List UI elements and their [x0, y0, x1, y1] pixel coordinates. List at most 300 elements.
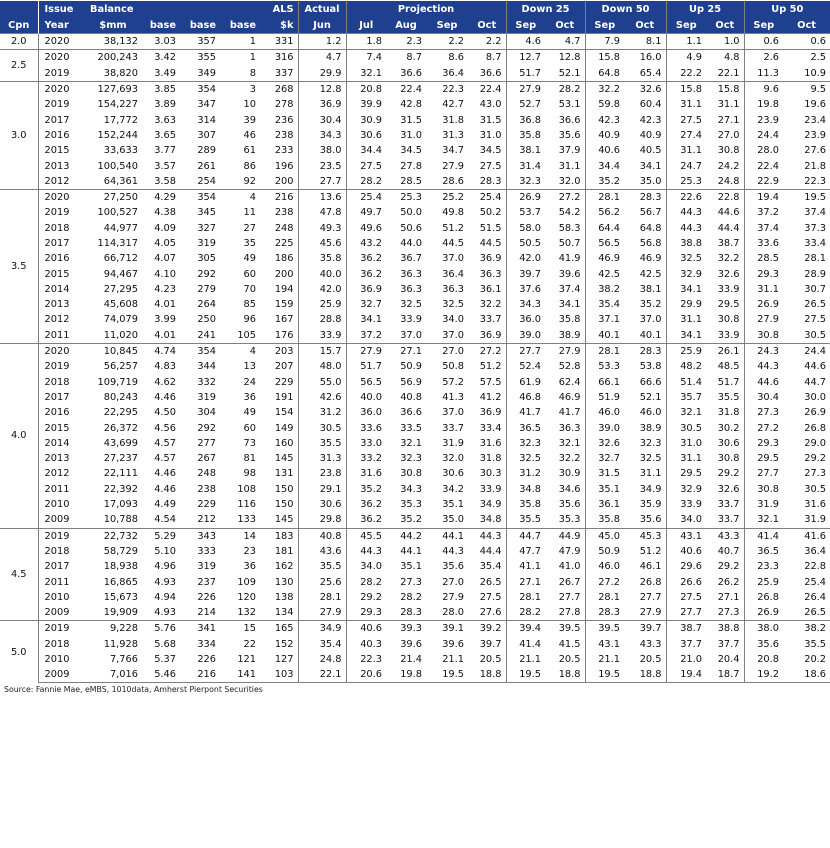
table-cell: 37.0 [400, 329, 423, 341]
table-cell: 30.5 [804, 483, 827, 495]
table-cell: 29.6 [666, 559, 706, 574]
table-cell: 41.3 [442, 391, 465, 403]
table-cell: 20.2 [804, 654, 827, 666]
table-cell: 27.7 [298, 174, 346, 190]
table-cell: 49.6 [346, 221, 386, 236]
table-cell: 27.5 [666, 590, 706, 605]
table-cell: 4.46 [154, 468, 177, 480]
table-cell: 94,467 [103, 268, 138, 280]
table-cell: 15,673 [103, 591, 138, 603]
table-cell: 32.7 [585, 451, 624, 466]
table-cell: 30.9 [558, 468, 581, 480]
table-cell: 35.6 [558, 129, 581, 141]
table-cell: 105 [237, 329, 257, 341]
table-cell: 53.3 [585, 359, 624, 374]
table-cell: 307 [197, 129, 217, 141]
table-cell: 26.1 [706, 343, 744, 359]
table-cell: 33.9 [717, 283, 740, 295]
table-cell: 30.8 [744, 482, 783, 497]
table-cell: 160 [274, 437, 294, 449]
table-cell: 64.8 [639, 222, 662, 234]
table-cell: 238 [197, 483, 217, 495]
table-cell: 21.4 [400, 654, 423, 666]
table-cell: 40.8 [298, 528, 346, 544]
issue-year-cell: 2016 [44, 253, 70, 265]
table-cell: 39 [243, 114, 257, 126]
table-cell: 26,372 [103, 422, 138, 434]
table-cell: 27.3 [804, 468, 827, 480]
table-cell: 22.3 [804, 175, 827, 187]
column-header: Oct [783, 17, 830, 34]
table-cell: 35.5 [506, 512, 545, 528]
table-cell: 24.7 [666, 158, 706, 173]
table-cell: 38.9 [558, 329, 581, 341]
table-cell: 41.5 [558, 638, 581, 650]
table-cell: 8.6 [426, 50, 468, 66]
table-cell: 46.0 [585, 559, 624, 574]
table-cell: 26.9 [744, 297, 783, 312]
table-cell: 19.6 [804, 99, 827, 111]
table-cell: 27.7 [639, 591, 662, 603]
table-cell: 51.2 [639, 545, 662, 557]
table-cell: 35.0 [442, 514, 465, 526]
table-cell: 3.63 [154, 114, 177, 126]
table-cell: 44.3 [468, 528, 506, 544]
table-cell: 60.4 [639, 99, 662, 111]
table-cell: 26.8 [744, 590, 783, 605]
table-cell: 4.6 [506, 34, 545, 50]
table-cell: 254 [197, 175, 217, 187]
table-row [0, 158, 830, 173]
table-cell: 50.7 [558, 238, 581, 249]
table-cell: 28.0 [442, 607, 465, 619]
table-cell: 46.8 [506, 390, 545, 405]
issue-year-cell: 2011 [44, 576, 70, 588]
table-cell: 50.6 [400, 222, 423, 234]
table-cell: 50.2 [479, 207, 502, 219]
table-cell: 214 [197, 607, 217, 619]
table-cell: 42.6 [298, 390, 346, 405]
issue-year-cell: 2019 [44, 67, 70, 79]
table-cell: 42.7 [442, 99, 465, 111]
table-cell: 44.4 [479, 545, 502, 557]
table-cell: 35.6 [442, 561, 465, 573]
table-cell: 4.10 [154, 268, 177, 280]
table-row [0, 343, 830, 359]
table-cell: 27.2 [585, 574, 624, 589]
table-cell: 31.1 [717, 99, 740, 111]
table-cell: 64,361 [103, 175, 138, 187]
column-header: Jun [298, 17, 346, 34]
table-cell: 37.0 [639, 314, 662, 326]
table-cell: 32.0 [558, 175, 581, 187]
issue-year-cell: 2009 [38, 667, 84, 683]
table-cell: 167 [274, 314, 294, 326]
table-cell: 108 [237, 483, 257, 495]
table-cell: 4.74 [142, 343, 180, 359]
table-cell: 250 [197, 314, 217, 326]
table-cell: 44.7 [506, 528, 545, 544]
table-cell: 40.5 [639, 145, 662, 157]
table-cell: 56,257 [103, 361, 138, 373]
table-cell: 114,317 [97, 238, 138, 249]
table-cell: 45.6 [298, 236, 346, 251]
table-cell: 34.0 [666, 512, 706, 528]
table-cell: 28.1 [298, 590, 346, 605]
table-cell: 27.9 [639, 607, 662, 619]
table-cell: 27.5 [479, 591, 502, 603]
table-cell: 44.7 [804, 376, 827, 388]
table-cell: 25.3 [666, 174, 706, 190]
table-cell: 33.9 [666, 497, 706, 512]
table-cell: 26.4 [804, 591, 827, 603]
table-cell: 15.8 [585, 50, 624, 66]
table-row [0, 667, 830, 683]
table-cell: 35.1 [442, 499, 465, 511]
table-cell: 40.6 [346, 621, 386, 637]
table-cell: 41.0 [558, 561, 581, 573]
table-cell: 3.65 [154, 129, 177, 141]
table-cell: 30.8 [717, 453, 740, 465]
issue-year-cell: 2010 [44, 654, 70, 666]
table-cell: 100,527 [97, 207, 138, 219]
table-cell: 4.8 [706, 50, 744, 66]
table-cell: 39.9 [346, 97, 386, 112]
table-cell: 64.8 [585, 66, 624, 82]
issue-year-cell: 2018 [44, 545, 70, 557]
table-cell: 23.3 [744, 559, 783, 574]
table-cell: 32.6 [717, 483, 740, 495]
table-row [0, 66, 830, 82]
table-cell: 56.9 [400, 376, 423, 388]
table-row [0, 420, 830, 435]
table-cell: 35.4 [298, 637, 346, 652]
table-cell: 32.0 [442, 453, 465, 465]
table-cell: 21.0 [666, 652, 706, 667]
header-actual: Actual [298, 1, 346, 17]
table-cell: 35.2 [346, 482, 386, 497]
table-cell: 43,699 [103, 437, 138, 449]
table-cell: 2.2 [426, 34, 468, 50]
table-cell: 30.8 [400, 468, 423, 480]
table-cell: 35.3 [558, 514, 581, 526]
table-cell: 22.1 [717, 67, 740, 79]
table-cell: 26.5 [804, 299, 827, 311]
table-cell: 29.5 [717, 299, 740, 311]
table-cell: 11.3 [744, 66, 783, 82]
table-cell: 216 [260, 189, 298, 205]
table-cell: 44.2 [386, 528, 426, 544]
issue-year-cell: 2020 [38, 189, 84, 205]
table-cell: 20.8 [744, 652, 783, 667]
table-cell: 48.2 [666, 359, 706, 374]
table-cell: 28.3 [585, 605, 624, 621]
table-cell: 36.6 [479, 67, 502, 79]
table-cell: 341 [180, 621, 220, 637]
issue-year-cell: 2013 [44, 453, 70, 465]
table-cell: 127,693 [84, 81, 142, 97]
table-cell: 19.5 [426, 667, 468, 683]
table-cell: 343 [180, 528, 220, 544]
table-cell: 15.8 [666, 81, 706, 97]
header-als: ALS [260, 1, 298, 17]
table-cell: 62.4 [558, 376, 581, 388]
column-header: Sep [666, 17, 706, 34]
table-cell: 37.2 [744, 205, 783, 220]
table-cell: 145 [274, 514, 294, 526]
table-row [0, 112, 830, 127]
table-cell: 355 [180, 50, 220, 66]
table-cell: 28.3 [624, 189, 666, 205]
table-cell: 37.7 [717, 638, 740, 650]
table-cell: 43.2 [346, 236, 386, 251]
table-cell: 27.9 [744, 312, 783, 327]
table-cell: 27.9 [506, 81, 545, 97]
table-cell: 134 [274, 607, 294, 619]
table-cell: 4.57 [154, 437, 177, 449]
table-row [0, 128, 830, 143]
table-cell: 29.3 [744, 266, 783, 281]
table-cell: 52.4 [506, 359, 545, 374]
table-cell: 200 [274, 268, 294, 280]
table-cell: 39.6 [442, 638, 465, 650]
table-cell: 8.7 [386, 50, 426, 66]
table-cell: 41.4 [744, 528, 783, 544]
table-cell: 31.9 [744, 497, 783, 512]
table-cell: 37.1 [585, 312, 624, 327]
table-cell: 28.1 [585, 343, 624, 359]
table-cell: 39.7 [506, 266, 545, 281]
table-cell: 56.2 [585, 205, 624, 220]
table-cell: 30.7 [804, 283, 827, 295]
table-cell: 35.5 [298, 436, 346, 451]
table-cell: 25.4 [346, 189, 386, 205]
issue-year-cell: 2010 [44, 499, 70, 511]
table-cell: 24.4 [783, 343, 830, 359]
table-cell: 53.7 [506, 205, 545, 220]
table-cell: 35.2 [400, 514, 423, 526]
table-cell: 25.6 [298, 574, 346, 589]
table-cell: 10,788 [103, 514, 138, 526]
table-cell: 25.4 [468, 189, 506, 205]
table-cell: 28.2 [506, 605, 545, 621]
table-cell: 10,845 [84, 343, 142, 359]
table-row [0, 574, 830, 589]
table-cell: 1.8 [346, 34, 386, 50]
table-cell: 20.5 [479, 654, 502, 666]
table-cell: 23.4 [804, 114, 827, 126]
table-cell: 39.0 [585, 420, 624, 435]
table-cell: 11,020 [103, 329, 138, 341]
table-cell: 33.5 [400, 422, 423, 434]
table-cell: 32.6 [624, 81, 666, 97]
table-cell: 0.6 [783, 34, 830, 50]
header-issue: Issue [38, 1, 84, 17]
table-cell: 81 [243, 453, 257, 465]
table-cell: 27.9 [346, 343, 386, 359]
table-cell: 36.6 [400, 67, 423, 79]
table-cell: 292 [197, 268, 217, 280]
table-cell: 28.2 [346, 174, 386, 190]
table-cell: 28.9 [804, 268, 827, 280]
table-cell: 28.3 [400, 607, 423, 619]
table-cell: 27.6 [804, 145, 827, 157]
issue-year-cell: 2016 [44, 407, 70, 419]
table-cell: 40.0 [298, 266, 346, 281]
table-cell: 32.5 [506, 451, 545, 466]
table-cell: 27.1 [717, 591, 740, 603]
table-cell: 36.5 [744, 544, 783, 559]
table-cell: 8 [249, 67, 257, 79]
column-header: Aug [386, 17, 426, 34]
column-header: Sep [744, 17, 783, 34]
table-cell: 159 [274, 299, 294, 311]
table-cell: 51.2 [479, 361, 502, 373]
table-cell: 41.7 [558, 407, 581, 419]
table-cell: 152 [274, 638, 294, 650]
table-cell: 28.2 [545, 81, 585, 97]
table-cell: 31.8 [717, 407, 740, 419]
table-cell: 29.2 [804, 453, 827, 465]
table-cell: 4.07 [154, 253, 177, 265]
table-cell: 354 [180, 189, 220, 205]
column-header: base [180, 17, 220, 34]
table-cell: 261 [197, 160, 217, 172]
table-cell: 44.3 [442, 545, 465, 557]
table-cell: 50.0 [400, 207, 423, 219]
table-cell: 132 [237, 607, 257, 619]
table-cell: 43.1 [585, 637, 624, 652]
table-cell: 176 [274, 329, 294, 341]
table-cell: 58.3 [558, 222, 581, 234]
table-cell: 27.3 [400, 576, 423, 588]
table-cell: 4.01 [154, 329, 177, 341]
table-cell: 44.1 [400, 545, 423, 557]
table-cell: 18.7 [706, 667, 744, 683]
table-cell: 35.8 [298, 251, 346, 266]
table-cell: 31.0 [400, 129, 423, 141]
table-cell: 35.2 [585, 174, 624, 190]
table-cell: 22 [243, 638, 257, 650]
table-cell: 13.6 [298, 189, 346, 205]
table-cell: 45,608 [103, 299, 138, 311]
table-cell: 40.6 [585, 143, 624, 158]
table-cell: 36.3 [400, 283, 423, 295]
issue-year-cell: 2015 [44, 422, 70, 434]
table-cell: 138 [274, 591, 294, 603]
issue-year-cell: 2012 [44, 314, 70, 326]
table-cell: 24.4 [744, 128, 783, 143]
table-cell: 34.9 [639, 483, 662, 495]
table-cell: 19.4 [666, 667, 706, 683]
table-cell: 38.1 [506, 143, 545, 158]
table-cell: 48.5 [717, 361, 740, 373]
column-header: base [220, 17, 260, 34]
table-cell: 226 [197, 654, 217, 666]
table-cell: 333 [197, 545, 217, 557]
table-row [0, 266, 830, 281]
table-cell: 268 [260, 81, 298, 97]
table-cell: 26.9 [506, 189, 545, 205]
table-cell: 19.8 [744, 97, 783, 112]
table-cell: 37.3 [804, 222, 827, 234]
table-row [0, 50, 830, 66]
table-cell: 27.9 [442, 160, 465, 172]
issue-year-cell: 2017 [44, 114, 70, 126]
table-row [0, 466, 830, 481]
table-cell: 31.1 [666, 143, 706, 158]
table-cell: 38.9 [639, 422, 662, 434]
table-row [0, 405, 830, 420]
table-cell: 9.5 [783, 81, 830, 97]
table-cell: 34.3 [298, 128, 346, 143]
table-row [0, 375, 830, 390]
table-cell: 1 [220, 50, 260, 66]
table-cell: 41.2 [479, 391, 502, 403]
table-cell: 29.1 [298, 482, 346, 497]
header-up50: Up 50 [744, 1, 830, 17]
table-row [0, 590, 830, 605]
table-cell: 1.0 [706, 34, 744, 50]
table-cell: 36.9 [479, 329, 502, 341]
table-cell: 40.7 [717, 545, 740, 557]
table-cell: 18.6 [783, 667, 830, 683]
table-cell: 34.9 [298, 621, 346, 637]
table-cell: 36.4 [442, 268, 465, 280]
table-cell: 36.1 [585, 497, 624, 512]
table-cell: 34.7 [442, 145, 465, 157]
table-cell: 50.9 [400, 361, 423, 373]
table-cell: 37.0 [442, 329, 465, 341]
table-cell: 29.5 [666, 466, 706, 481]
table-cell: 53.1 [558, 99, 581, 111]
table-cell: 34.1 [639, 160, 662, 172]
table-cell: 49.7 [346, 205, 386, 220]
table-cell: 337 [274, 67, 294, 79]
table-cell: 30.5 [804, 329, 827, 341]
table-cell: 34.8 [479, 514, 502, 526]
table-cell: 31.1 [666, 312, 706, 327]
table-cell: 44.3 [666, 205, 706, 220]
table-cell: 196 [274, 160, 294, 172]
column-header: Year [38, 17, 84, 34]
table-cell: 5.10 [154, 545, 177, 557]
table-cell: 131 [274, 468, 294, 480]
table-cell: 194 [274, 283, 294, 295]
table-cell: 39.1 [426, 621, 468, 637]
table-cell: 150 [274, 499, 294, 511]
table-cell: 28.3 [624, 343, 666, 359]
table-cell: 61 [243, 145, 257, 157]
table-cell: 19,909 [103, 607, 138, 619]
table-row [0, 359, 830, 374]
table-cell: 41.1 [506, 559, 545, 574]
table-cell: 36.8 [506, 112, 545, 127]
table-row [0, 512, 830, 528]
table-cell: 42.0 [298, 282, 346, 297]
table-row [0, 497, 830, 512]
table-cell: 7.4 [346, 50, 386, 66]
table-cell: 28.1 [804, 253, 827, 265]
table-cell: 32.6 [717, 268, 740, 280]
table-cell: 28.2 [346, 574, 386, 589]
table-cell: 345 [197, 207, 217, 219]
issue-year-cell: 2014 [44, 283, 70, 295]
table-cell: 200,243 [84, 50, 142, 66]
table-cell: 80,243 [103, 391, 138, 403]
table-cell: 31.5 [479, 114, 502, 126]
table-cell: 9,228 [84, 621, 142, 637]
